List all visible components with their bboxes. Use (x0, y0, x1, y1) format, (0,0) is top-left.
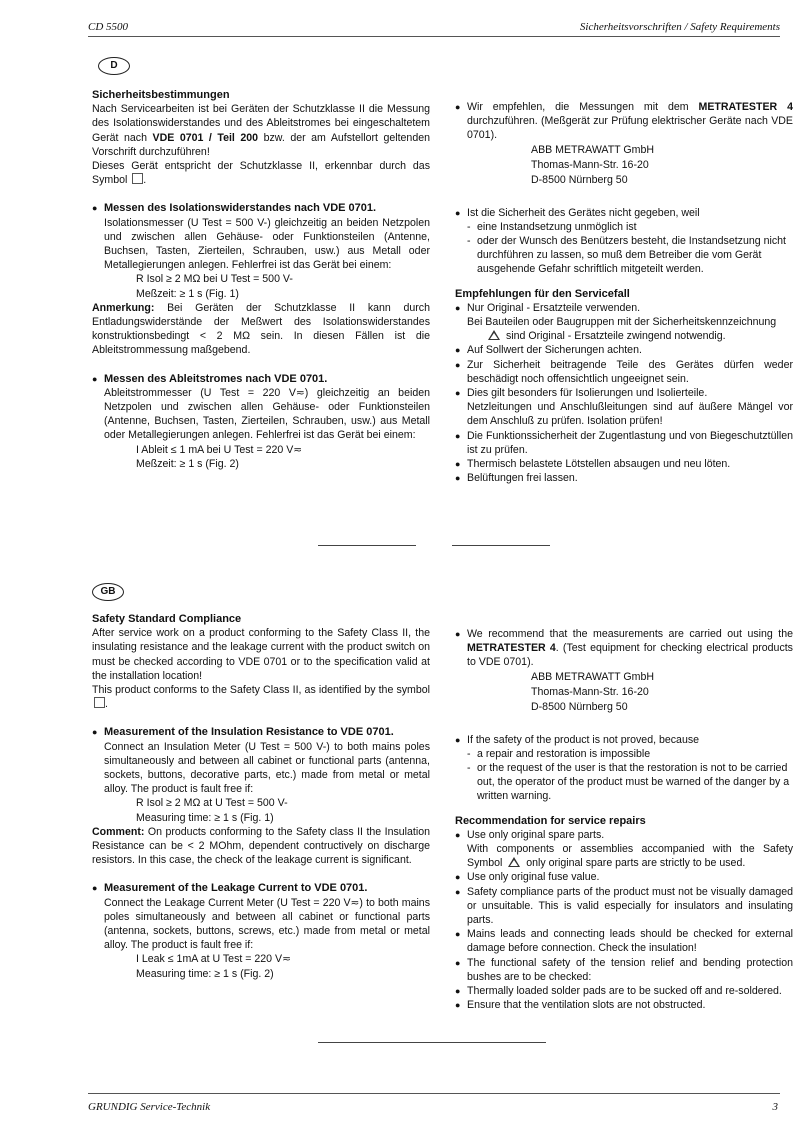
gb-class-paragraph: This product conforms to the Safety Class II, as identified by the symbol . (92, 684, 430, 711)
de-leakage-time: Meßzeit: ≥ 1 s (Fig. 2) (136, 457, 239, 470)
end-divider (318, 1042, 546, 1043)
de-left-column (92, 88, 430, 471)
de-address-city: D-8500 Nürnberg 50 (531, 173, 628, 186)
class-ii-symbol-icon (94, 697, 105, 708)
de-safety-item: - oder der Wunsch des Benützers besteht, die Instandsetzung nicht durchführen zu lassen, so muß dem Betreiber die vom Gerät ausgehende Gefahr schriftlich mitgeteilt werden. (455, 234, 793, 277)
gb-insulation-time: Measuring time: ≥ 1 s (Fig. 1) (136, 811, 274, 824)
de-address-street: Thomas-Mann-Str. 16-20 (531, 158, 649, 171)
de-insulation-time: Meßzeit: ≥ 1 s (Fig. 1) (136, 287, 239, 300)
language-badge-de: D (98, 57, 130, 75)
gb-insulation-body: Connect an Insulation Meter (U Test = 500 V-) to both mains poles simultaneously and between all cabinet or functional parts (antenna, sockets, buttons, decorative parts, etc.) made from metal or metal alloy. The product is fault free if: (104, 740, 430, 796)
gb-leakage-heading: ● Measurement of the Leakage Current to VDE 0701. (92, 881, 430, 895)
de-service-note: sind Original - Ersatzteile zwingend notwendig. (455, 329, 793, 343)
class-ii-symbol-icon (132, 173, 143, 184)
de-service-item: ● Thermisch belastete Lötstellen absaugen und neu löten. (455, 457, 793, 471)
de-service-item: ● Zur Sicherheit beitragende Teile des Gerätes dürfen weder beschädigt noch offensichtlich ungeeignet sein. (455, 358, 793, 386)
gb-leakage-limit: I Leak ≤ 1mA at U Test = 220 V≂ (136, 953, 291, 966)
de-insulation-body: Isolationsmesser (U Test = 500 V-) gleichzeitig an beiden Netzpolen und zwischen allen Gehäuse- oder Funktionsteilen (Antenne, Buchsen, Tasten, Zierteilen, Schrauben, usw.) aus Metall oder Metallegierungen anlegen. Fehlerfrei ist das Gerät bei einem: (104, 216, 430, 272)
de-service-item: ● Dies gilt besonders für Isolierungen und Isolierteile. (455, 386, 793, 400)
gb-service-item: ● The functional safety of the tension relief and bending protection bushes are to be checked: (455, 956, 793, 984)
gb-title: Safety Standard Compliance (92, 613, 242, 625)
de-insulation-heading: ● Messen des Isolationswiderstandes nach VDE 0701. (92, 201, 430, 215)
de-recommendation: ● Wir empfehlen, die Messungen mit dem METRATESTER 4 durchzuführen. (Meßgerät zur Prüfung elektrischer Geräte nach VDE 0701). (455, 100, 793, 143)
gb-address-company: ABB METRAWATT GmbH (531, 670, 655, 683)
de-class-paragraph: Dieses Gerät entspricht der Schutzklasse II, erkennbar durch das Symbol . (92, 160, 430, 187)
de-service-item: ● Die Funktionssicherheit der Zugentlastung und von Biegeschutztüllen ist zu prüfen. (455, 429, 793, 457)
gb-service-item: ● Use only original spare parts. (455, 828, 793, 842)
gb-left-column (92, 612, 430, 981)
gb-insulation-heading: ● Measurement of the Insulation Resistance to VDE 0701. (92, 725, 430, 739)
de-insulation-limit: R Isol ≥ 2 MΩ bei U Test = 500 V- (136, 273, 293, 286)
de-right-column (455, 100, 793, 485)
gb-recommendation: ● We recommend that the measurements are carried out using the METRATESTER 4. (Test equipment for checking electrical products to VDE 0701). (455, 627, 793, 670)
de-address-company: ABB METRAWATT GmbH (531, 143, 655, 156)
gb-intro-paragraph: After service work on a product conforming to the Safety Class II, the insulating resistance and the leakage current with the product switch on must be checked according to VDE 0701 or to the specification valid at the installation location! (92, 627, 430, 682)
de-intro-paragraph: Nach Servicearbeiten ist bei Geräten der Schutzklasse II die Messung des Isolationswiderstandes und des Ableitstromes bei eingeschaltetem Gerät nach VDE 0701 / Teil 200 bzw. der am Aufstellort geltenden Vorschrift durchzuführen! (92, 103, 430, 158)
gb-service-heading: Recommendation for service repairs (455, 814, 646, 827)
footer-publisher: GRUNDIG Service-Technik (88, 1101, 211, 1113)
warning-triangle-icon (488, 330, 500, 340)
footer-rule (88, 1093, 780, 1094)
gb-service-item: ● Thermally loaded solder pads are to be sucked off and re-soldered. (455, 984, 793, 998)
gb-right-column (455, 627, 793, 1012)
de-service-heading: Empfehlungen für den Servicefall (455, 287, 630, 300)
gb-address-street: Thomas-Mann-Str. 16-20 (531, 685, 649, 698)
de-leakage-heading: ● Messen des Ableitstromes nach VDE 0701. (92, 372, 430, 386)
de-safety-heading: ● Ist die Sicherheit des Gerätes nicht gegeben, weil (455, 206, 793, 220)
header-section-title: Sicherheitsvorschriften / Safety Requirements (579, 21, 780, 33)
gb-leakage-body: Connect the Leakage Current Meter (U Test = 220 V≂) to both mains poles simultaneously and between all cabinet or functional parts (antenna, sockets, buttons, screws, etc.) made from metal or metal alloy. The product is fault free if: (104, 896, 430, 952)
gb-service-item: ● Safety compliance parts of the product must not be visually damaged or unsuitable. This is valid especially for insulators and insulating parts. (455, 885, 793, 928)
de-note: Anmerkung: Bei Geräten der Schutzklasse II kann durch Entladungswiderstände der Meßwert des Isolationswiderstandes konstruktionsbedingt < 2 MΩ sein. In diesen Fällen ist die Ableitstrommessung maßgebend. (92, 301, 430, 357)
gb-note: Comment: On products conforming to the Safety class II the Insulation Resistance can be < 2 MOhm, dependent contructively on discharge resistors. In this case, the check of the leakage current is significant. (92, 825, 430, 867)
gb-address-city: D-8500 Nürnberg 50 (531, 700, 628, 713)
page-number: 3 (772, 1101, 778, 1113)
de-leakage-body: Ableitstrommesser (U Test = 220 V≂) gleichzeitig an beiden Netzpolen und zwischen allen Gehäuse- oder Funktionsteilen (Antenne, Buchsen, Tasten, Zierteilen, Schrauben, usw.) aus Metall oder Metallegierungen anlegen. Fehlerfrei ist das Gerät bei einem: (104, 386, 430, 442)
de-service-item: ● Belüftungen frei lassen. (455, 471, 793, 485)
language-badge-gb: GB (92, 583, 124, 601)
de-service-item: ● Auf Sollwert der Sicherungen achten. (455, 343, 793, 357)
de-service-note: Netzleitungen und Anschlußleitungen sind auf äußere Mängel vor dem Anschluß zu prüfen. Isolation prüfen! (467, 401, 793, 428)
de-leakage-limit: I Ableit ≤ 1 mA bei U Test = 220 V≂ (136, 443, 303, 456)
gb-service-note: With components or assemblies accompanied with the Safety Symbol only original spare parts are strictly to be used. (467, 843, 793, 870)
section-divider-left (318, 545, 416, 546)
section-divider-right (452, 545, 550, 546)
gb-insulation-limit: R Isol ≥ 2 MΩ at U Test = 500 V- (136, 797, 288, 810)
warning-triangle-icon (508, 857, 520, 867)
de-service-item: ● Nur Original - Ersatzteile verwenden. (455, 301, 793, 315)
gb-service-item: ● Ensure that the ventilation slots are not obstructed. (455, 998, 793, 1012)
de-safety-item: - eine Instandsetzung unmöglich ist (455, 220, 793, 234)
gb-service-item: ● Mains leads and connecting leads should be checked for external damage before connection. Check the insulation! (455, 927, 793, 955)
gb-leakage-time: Measuring time: ≥ 1 s (Fig. 2) (136, 967, 274, 980)
gb-safety-item: - or the request of the user is that the restoration is not to be carried out, the operator of the product must be warned of the danger by a written warning. (455, 761, 793, 804)
de-service-note: Bei Bauteilen oder Baugruppen mit der Sicherheitskennzeichnung (467, 316, 777, 329)
gb-safety-item: - a repair and restoration is impossible (455, 747, 793, 761)
de-title: Sicherheitsbestimmungen (92, 89, 230, 101)
gb-safety-heading: ● If the safety of the product is not proved, because (455, 733, 793, 747)
header-rule (88, 36, 780, 37)
gb-service-item: ● Use only original fuse value. (455, 870, 793, 884)
header-model: CD 5500 (88, 21, 129, 33)
